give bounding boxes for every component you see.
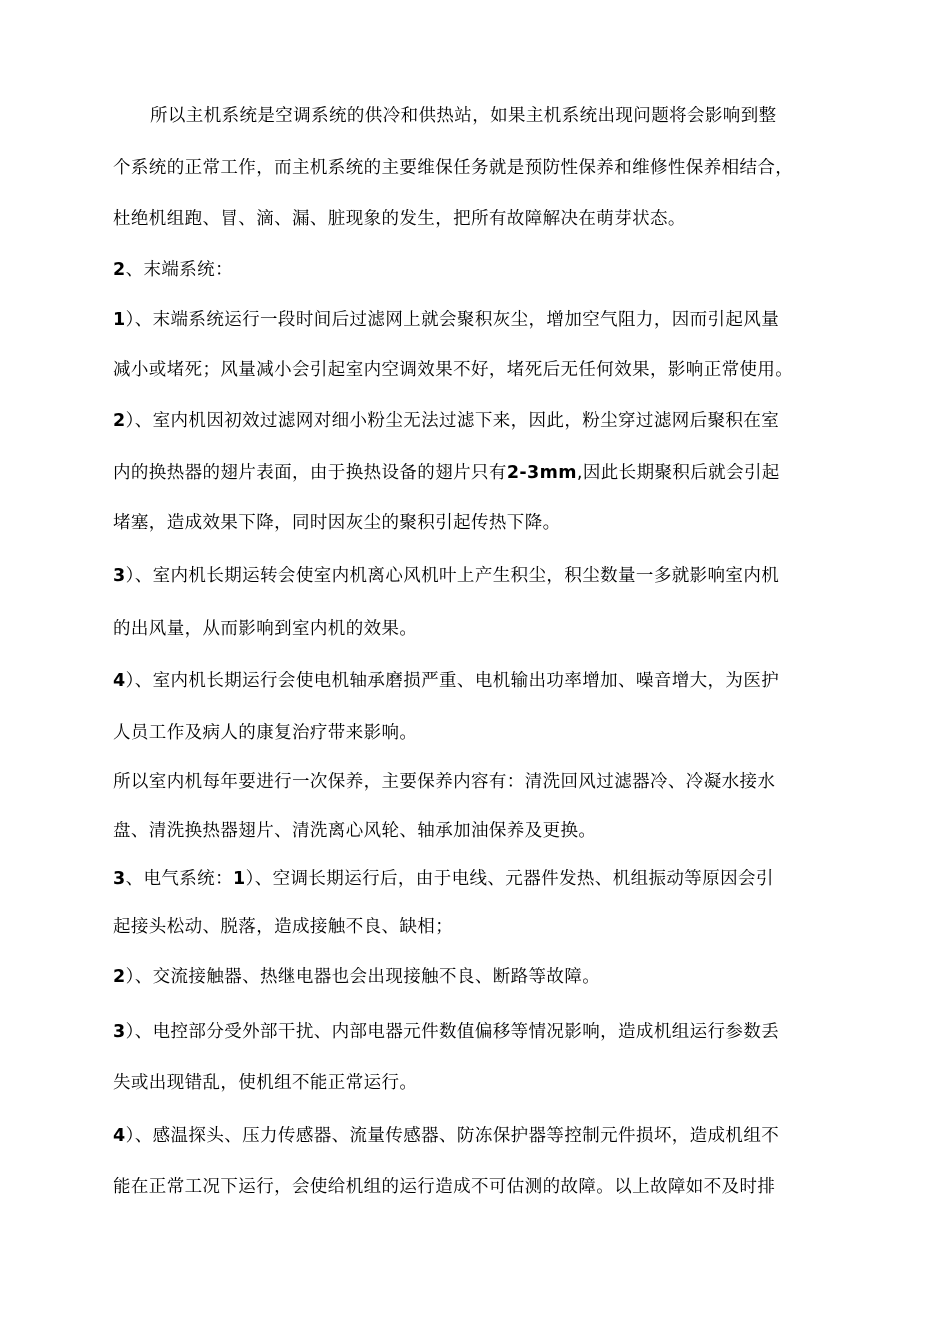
item-3-2-line-1 xyxy=(113,964,853,990)
section-title: 、末端系统： xyxy=(125,260,233,280)
section-3-line-2 xyxy=(113,914,853,940)
text: 因此长期聚积后就会引起 xyxy=(582,463,780,483)
text: 盘、清洗换热器翅片、清洗离心风轮、轴承加油保养及更换。 xyxy=(113,821,597,841)
text: ）、室内机长期运转会使室内机离心风机叶上产生积尘，积尘数量一多就影响室内机 xyxy=(125,566,780,586)
text: 所以室内机每年要进行一次保养，主要保养内容有：清洗回风过滤器冷、冷凝水接水 xyxy=(113,772,776,792)
item-3-3-line-1 xyxy=(113,1019,853,1045)
measurement-value: 2-3mm xyxy=(506,463,577,483)
text: ）、室内机因初效过滤网对细小粉尘无法过滤下来，因此，粉尘穿过滤网后聚积在室 xyxy=(125,411,780,431)
text: 失或出现错乱，使机组不能正常运行。 xyxy=(113,1073,418,1093)
item-2-3-line-1 xyxy=(113,563,853,589)
item-2-1-line-1 xyxy=(113,307,853,333)
text: ）、感温探头、压力传感器、流量传感器、防冻保护器等控制元件损坏，造成机组不 xyxy=(125,1126,780,1146)
intro-line-3 xyxy=(113,206,853,232)
intro-line-1 xyxy=(150,103,890,129)
item-number: 4 xyxy=(113,1126,126,1146)
summary-2-line-1 xyxy=(113,769,853,795)
text: 人员工作及病人的康复治疗带来影响。 xyxy=(113,723,418,743)
item-2-2-line-1 xyxy=(113,408,853,434)
item-number: 2 xyxy=(113,411,126,431)
text: 堵塞，造成效果下降，同时因灰尘的聚积引起传热下降。 xyxy=(113,513,561,533)
item-2-4-line-2 xyxy=(113,720,853,746)
item-2-1-line-2 xyxy=(113,357,853,383)
item-3-4-line-1 xyxy=(113,1123,853,1149)
text: 起接头松动、脱落，造成接触不良、缺相； xyxy=(113,917,454,937)
text: ）、室内机长期运行会使电机轴承磨损严重、电机输出功率增加、噪音增大，为医护 xyxy=(125,671,780,691)
text: 所以主机系统是空调系统的供冷和供热站，如果主机系统出现问题将会影响到整 xyxy=(150,106,777,126)
text: ）、电控部分受外部干扰、内部电器元件数值偏移等情况影响，造成机组运行参数丢 xyxy=(125,1022,780,1042)
text: 内的换热器的翅片表面，由于换热设备的翅片只有 xyxy=(113,463,507,483)
text: 能在正常工况下运行，会使给机组的运行造成不可估测的故障。以上故障如不及时排 xyxy=(113,1177,776,1197)
section-number: 2 xyxy=(113,260,126,280)
summary-2-line-2 xyxy=(113,818,853,844)
item-number: 2 xyxy=(113,967,126,987)
item-number: 3 xyxy=(113,566,126,586)
intro-line-2 xyxy=(113,155,853,181)
section-number: 3 xyxy=(113,869,126,889)
text: ）、末端系统运行一段时间后过滤网上就会聚积灰尘，增加空气阻力，因而引起风量 xyxy=(125,310,780,330)
item-number: 3 xyxy=(113,1022,126,1042)
text: ）、空调长期运行后，由于电线、元器件发热、机组振动等原因会引 xyxy=(245,869,774,889)
item-3-3-line-2 xyxy=(113,1070,853,1096)
text: 减小或堵死；风量减小会引起室内空调效果不好，堵死后无任何效果，影响正常使用。 xyxy=(113,360,794,380)
item-2-2-line-2 xyxy=(113,460,853,486)
section-3-line-1 xyxy=(113,866,853,892)
item-2-4-line-1 xyxy=(113,668,853,694)
item-number: 4 xyxy=(113,671,126,691)
text: ）、交流接触器、热继电器也会出现接触不良、断路等故障。 xyxy=(125,967,601,987)
section-2-heading xyxy=(113,257,853,283)
comma: , xyxy=(576,463,583,483)
text: 杜绝机组跑、冒、滴、漏、脏现象的发生，把所有故障解决在萌芽状态。 xyxy=(113,209,686,229)
item-2-3-line-2 xyxy=(113,616,853,642)
item-number: 1 xyxy=(113,310,126,330)
section-title: 、电气系统： xyxy=(125,869,233,889)
item-2-2-line-3 xyxy=(113,510,853,536)
text: 的出风量，从而影响到室内机的效果。 xyxy=(113,619,418,639)
item-3-4-line-2 xyxy=(113,1174,853,1200)
text: 个系统的正常工作，而主机系统的主要维保任务就是预防性保养和维修性保养相结合， xyxy=(113,158,794,178)
item-number: 1 xyxy=(232,869,246,889)
